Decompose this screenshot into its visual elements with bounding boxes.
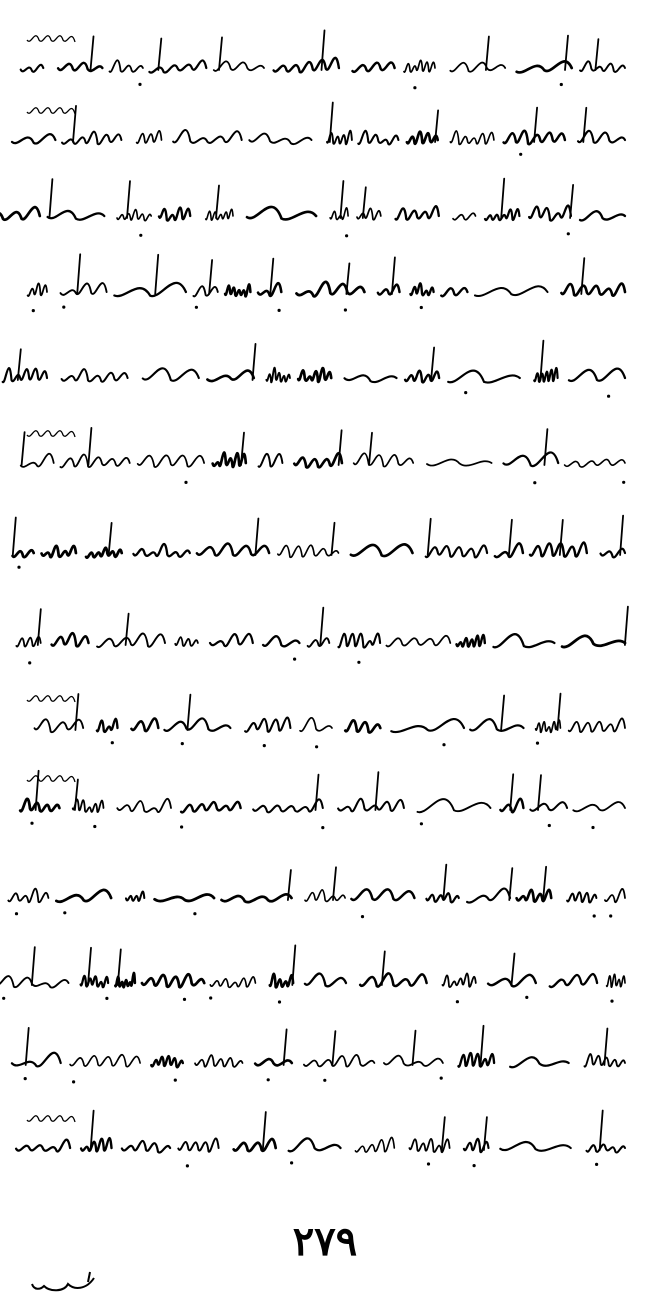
handwritten-word (234, 1139, 276, 1151)
handwritten-dot (139, 234, 142, 237)
handwritten-word (587, 1144, 626, 1152)
handwritten-dot (361, 915, 364, 918)
handwritten-word (13, 550, 34, 557)
script-line (0, 330, 650, 410)
handwritten-dot (357, 661, 360, 664)
handwritten-stroke (486, 37, 489, 71)
handwritten-dot (105, 997, 108, 1000)
handwritten-stroke (155, 255, 158, 294)
handwritten-word (351, 889, 414, 900)
handwritten-word (155, 894, 214, 901)
handwritten-word (175, 637, 198, 646)
handwritten-stroke (270, 259, 273, 294)
handwritten-word (274, 58, 339, 72)
script-line (0, 244, 650, 324)
handwritten-word (249, 134, 311, 145)
script-line (0, 505, 650, 585)
handwritten-stroke (263, 1112, 266, 1150)
handwritten-dot (174, 1079, 177, 1082)
script-line-strokes (0, 330, 650, 410)
handwritten-word (580, 61, 625, 72)
handwritten-word (270, 974, 293, 988)
handwritten-word (159, 208, 190, 221)
handwritten-stroke (109, 523, 112, 555)
handwritten-word (404, 60, 435, 72)
handwritten-dot (427, 1162, 430, 1165)
handwritten-stroke (26, 1028, 29, 1065)
script-line (0, 760, 650, 840)
script-line (0, 168, 650, 248)
handwritten-stroke (187, 695, 190, 730)
handwritten-word (458, 1053, 494, 1067)
handwritten-dot (622, 481, 625, 484)
script-line (0, 680, 650, 760)
handwritten-word (60, 454, 129, 467)
handwritten-word (457, 635, 485, 647)
handwritten-word (573, 802, 625, 811)
handwritten-dot (519, 153, 522, 156)
handwritten-stroke (509, 868, 512, 900)
handwritten-dot (32, 309, 35, 312)
handwritten-word (70, 1055, 140, 1067)
handwritten-word (305, 974, 346, 987)
handwritten-word (58, 63, 102, 71)
handwritten-dot (293, 658, 296, 661)
handwritten-dot (180, 825, 183, 828)
handwritten-stroke (510, 774, 513, 810)
handwritten-stroke (22, 432, 25, 465)
handwritten-stroke (126, 614, 129, 645)
handwritten-word (173, 130, 242, 143)
handwritten-stroke (13, 518, 16, 556)
handwritten-word (97, 634, 165, 648)
handwritten-word (550, 974, 597, 987)
handwritten-word (259, 454, 283, 467)
handwritten-dot (15, 912, 18, 915)
handwritten-word (418, 799, 491, 812)
handwritten-word (578, 131, 625, 143)
handwritten-dot (413, 86, 416, 89)
handwritten-word (28, 283, 47, 296)
handwritten-word (138, 455, 204, 467)
handwritten-word (607, 974, 625, 987)
handwritten-stroke (91, 36, 94, 70)
script-line-strokes (0, 1100, 650, 1180)
handwritten-dot (420, 822, 423, 825)
handwritten-word (569, 369, 625, 381)
marginal-note (27, 36, 75, 42)
script-line-strokes (0, 850, 650, 930)
handwritten-word (409, 1139, 449, 1152)
handwritten-dot (138, 83, 141, 86)
script-line (0, 935, 650, 1015)
handwritten-word (210, 634, 253, 646)
handwritten-word (225, 284, 250, 296)
handwritten-word (358, 131, 398, 145)
handwritten-word (12, 134, 55, 143)
script-line-strokes (0, 20, 650, 100)
handwritten-word (62, 132, 121, 145)
handwritten-stroke (509, 520, 512, 555)
script-line-strokes (0, 168, 650, 248)
page-number: ٢٧٩ (292, 1218, 358, 1265)
handwritten-dot (593, 914, 596, 917)
handwritten-dot (610, 1000, 613, 1003)
handwritten-dot (464, 391, 467, 394)
script-line (0, 1100, 650, 1180)
marginal-note (27, 108, 75, 114)
handwritten-stroke (581, 258, 584, 294)
handwritten-stroke (512, 954, 515, 986)
handwritten-word (197, 544, 269, 556)
handwritten-stroke (544, 429, 547, 465)
handwritten-dot (93, 825, 96, 828)
handwritten-word (294, 453, 342, 467)
handwritten-stroke (604, 1029, 607, 1066)
handwritten-word (278, 545, 339, 557)
handwritten-word (131, 718, 158, 731)
script-line-strokes (0, 92, 650, 172)
handwritten-word (193, 286, 217, 296)
handwritten-word (530, 543, 587, 557)
handwritten-word (345, 375, 397, 382)
handwritten-word (207, 371, 253, 382)
handwritten-stroke (316, 775, 319, 810)
handwritten-word (569, 718, 625, 732)
marginal-note (27, 431, 75, 437)
handwritten-word (263, 636, 299, 646)
handwritten-word (52, 633, 89, 646)
handwritten-word (297, 282, 365, 296)
handwritten-dot (323, 1079, 326, 1082)
handwritten-word (605, 889, 625, 902)
handwritten-word (427, 459, 492, 465)
handwritten-dot (111, 741, 114, 744)
handwritten-dot (536, 742, 539, 745)
handwritten-word (450, 131, 494, 145)
handwritten-word (467, 889, 510, 903)
handwritten-stroke (75, 780, 78, 811)
handwritten-word (20, 799, 59, 812)
handwritten-dot (278, 309, 281, 312)
handwritten-word (300, 718, 332, 731)
handwritten-dot (525, 996, 528, 999)
handwritten-stroke (340, 181, 343, 218)
marginal-note (27, 696, 75, 702)
handwritten-stroke (375, 772, 378, 810)
handwritten-dot (2, 997, 5, 1000)
script-line-strokes (0, 760, 650, 840)
handwritten-word (405, 371, 439, 383)
handwritten-word (470, 719, 523, 731)
handwritten-dot (17, 566, 20, 569)
handwritten-word (500, 1142, 570, 1151)
handwritten-stroke (501, 179, 504, 218)
script-line-strokes (0, 680, 650, 760)
handwritten-word (355, 1137, 394, 1152)
handwritten-word (253, 799, 323, 812)
handwritten-stroke (49, 179, 52, 218)
handwritten-word (3, 368, 47, 382)
handwritten-word (308, 638, 330, 647)
handwritten-dot (24, 1077, 27, 1080)
handwritten-word (0, 976, 69, 988)
handwritten-stroke (127, 181, 130, 218)
handwritten-word (214, 61, 264, 71)
handwritten-dot (344, 308, 347, 311)
handwritten-dot (315, 745, 318, 748)
handwritten-word (48, 211, 105, 220)
handwritten-dot (420, 306, 423, 309)
handwritten-word (255, 1059, 292, 1065)
handwritten-word (178, 1138, 218, 1151)
handwritten-word (21, 454, 54, 467)
handwritten-word (442, 973, 475, 987)
handwritten-word (410, 283, 433, 295)
handwritten-word (441, 288, 467, 296)
handwritten-dot (473, 1164, 476, 1167)
handwritten-dot (184, 481, 187, 484)
handwritten-dot (533, 481, 536, 484)
handwritten-dot (567, 232, 570, 235)
handwritten-stroke (32, 947, 35, 985)
handwritten-stroke (253, 344, 256, 380)
handwritten-stroke (75, 694, 78, 730)
handwritten-word (510, 1057, 569, 1067)
handwritten-stroke (501, 696, 504, 731)
handwritten-word (181, 802, 241, 813)
handwritten-word (345, 720, 380, 732)
handwritten-word (529, 206, 571, 221)
handwritten-word (351, 544, 413, 556)
handwritten-word (117, 799, 171, 812)
handwritten-word (289, 1138, 341, 1151)
handwritten-dot (209, 996, 212, 999)
handwritten-dot (181, 742, 184, 745)
handwritten-word (396, 206, 439, 219)
handwritten-stroke (320, 608, 323, 645)
handwritten-word (137, 131, 162, 143)
handwritten-dot (321, 826, 324, 829)
handwritten-word (567, 892, 596, 902)
handwritten-word (354, 453, 414, 466)
handwritten-word (530, 802, 567, 811)
handwritten-word (151, 1056, 183, 1067)
handwritten-word (378, 285, 400, 295)
handwritten-word (494, 634, 555, 647)
marginal-note (27, 1116, 75, 1122)
handwritten-word (97, 719, 118, 732)
handwritten-stroke (428, 519, 431, 555)
script-line (0, 20, 650, 100)
script-line (0, 415, 650, 495)
handwritten-word (110, 60, 143, 72)
handwritten-word (360, 973, 426, 986)
handwritten-stroke (565, 36, 568, 70)
handwritten-word (580, 211, 625, 220)
handwritten-word (143, 368, 199, 381)
script-line-strokes (0, 595, 650, 675)
handwritten-dot (195, 306, 198, 309)
handwritten-dot (440, 1077, 443, 1080)
handwritten-word (504, 452, 559, 466)
footer-handwritten-mark (28, 1268, 98, 1298)
script-line-strokes (0, 505, 650, 585)
script-line (0, 1015, 650, 1095)
handwritten-word (453, 213, 476, 220)
handwritten-dot (267, 1078, 270, 1081)
handwritten-word (517, 890, 552, 902)
handwritten-word (305, 890, 345, 902)
handwritten-dot (30, 822, 33, 825)
handwritten-word (386, 636, 450, 647)
handwritten-word (330, 208, 348, 220)
handwritten-word (534, 368, 557, 382)
handwritten-dot (609, 914, 612, 917)
handwritten-word (304, 1055, 375, 1067)
handwritten-word (62, 369, 128, 382)
script-line (0, 92, 650, 172)
handwritten-dot (72, 1080, 75, 1083)
handwritten-stroke (595, 39, 598, 70)
handwritten-word (12, 1053, 61, 1067)
handwritten-word (266, 368, 290, 383)
handwritten-word (500, 799, 523, 812)
handwritten-word (195, 1055, 243, 1067)
handwritten-word (561, 284, 625, 296)
handwritten-dot (62, 306, 65, 309)
handwritten-dot (607, 395, 610, 398)
handwritten-stroke (332, 523, 335, 555)
handwritten-word (0, 207, 40, 220)
handwritten-word (245, 718, 290, 732)
handwritten-word (86, 548, 122, 558)
handwritten-word (475, 286, 548, 296)
handwritten-stroke (481, 1026, 484, 1065)
handwritten-word (16, 1140, 70, 1152)
handwritten-word (42, 546, 76, 557)
handwritten-word (61, 283, 107, 295)
handwritten-word (164, 718, 230, 730)
handwritten-word (338, 799, 404, 812)
handwritten-word (353, 63, 395, 72)
handwritten-word (391, 719, 464, 732)
handwritten-word (206, 209, 233, 220)
handwritten-word (562, 636, 625, 647)
script-line-strokes (0, 244, 650, 324)
handwritten-word (133, 544, 189, 557)
handwritten-word (298, 368, 331, 382)
handwritten-stroke (333, 867, 336, 900)
handwritten-stroke (413, 1031, 416, 1065)
handwritten-word (565, 459, 625, 467)
handwritten-word (56, 890, 111, 902)
handwritten-word (8, 889, 48, 903)
handwritten-word (126, 892, 144, 901)
handwritten-word (338, 634, 380, 648)
handwritten-word (450, 63, 505, 72)
handwritten-word (142, 974, 204, 987)
handwritten-word (536, 720, 561, 732)
handwritten-dot (193, 912, 196, 915)
handwritten-dot (183, 998, 186, 1001)
handwritten-dot (345, 234, 348, 237)
handwritten-dot (595, 1163, 598, 1166)
handwritten-dot (186, 1164, 189, 1167)
handwritten-word (426, 545, 487, 557)
handwritten-dot (548, 824, 551, 827)
handwritten-stroke (332, 1031, 335, 1065)
handwritten-word (21, 65, 44, 72)
script-line-strokes (0, 1015, 650, 1095)
handwritten-word (210, 977, 255, 987)
handwritten-word (407, 132, 438, 144)
script-line-strokes (0, 415, 650, 495)
handwritten-stroke (77, 254, 80, 294)
handwritten-word (448, 371, 520, 383)
handwritten-dot (290, 1161, 293, 1164)
script-line (0, 850, 650, 930)
handwritten-stroke (158, 39, 161, 71)
handwritten-dot (263, 744, 266, 747)
handwritten-word (81, 976, 109, 987)
handwritten-dot (63, 911, 66, 914)
handwritten-dot (456, 1000, 459, 1003)
handwritten-word (247, 207, 316, 219)
handwritten-word (114, 283, 185, 296)
handwritten-word (81, 1138, 111, 1151)
handwritten-word (517, 61, 572, 72)
handwritten-stroke (216, 186, 219, 219)
handwritten-dot (442, 743, 445, 746)
handwritten-dot (278, 1000, 281, 1003)
handwritten-dot (560, 83, 563, 86)
marginal-note (27, 776, 75, 782)
handwritten-stroke (88, 428, 91, 465)
handwritten-stroke (625, 607, 628, 645)
handwritten-word (357, 208, 381, 219)
handwritten-word (222, 894, 292, 902)
handwritten-dot (28, 661, 31, 664)
handwritten-dot (591, 826, 594, 829)
script-line-strokes (0, 935, 650, 1015)
handwritten-word (73, 799, 104, 812)
script-line (0, 595, 650, 675)
handwritten-stroke (369, 433, 372, 465)
handwritten-word (117, 210, 151, 221)
handwritten-word (122, 1141, 170, 1153)
